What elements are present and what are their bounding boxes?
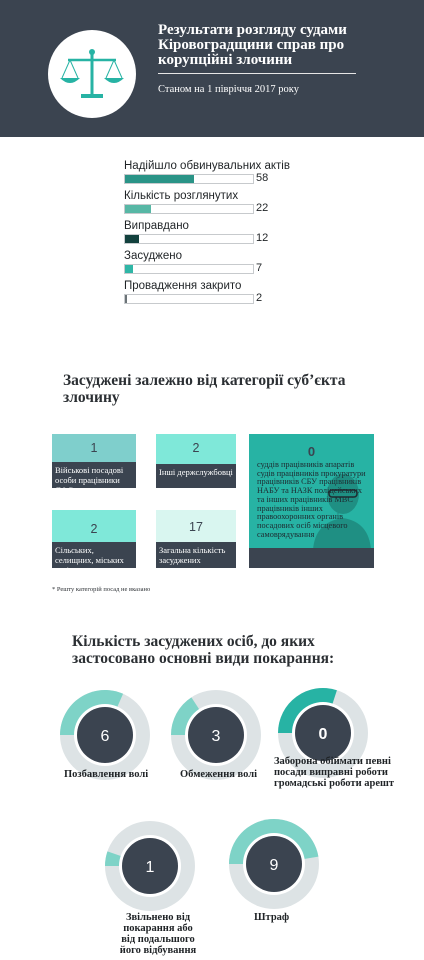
scales-of-justice-icon [48,30,136,118]
bar [125,235,139,243]
bar-value: 2 [256,292,263,304]
categories-title: Засуджені залежно від категорії суб’єкта злочину [63,372,346,406]
category-card-label: Інші держслужбовці [156,464,236,488]
donut-value: 9 [269,857,279,874]
donut-value: 0 [318,726,328,743]
category-card-count: 1 [90,441,98,455]
bar-value: 22 [256,202,269,214]
category-card-military [52,434,136,495]
category-card-count: 2 [90,522,98,536]
bar-label: Надійшло обвинувальних актів [124,160,290,172]
bar-value: 12 [256,232,269,244]
bar-track [124,294,254,304]
category-card-civil-servants [156,434,236,488]
donut-label: Штраф [254,912,290,923]
category-card-heads [52,510,136,575]
title-divider [158,73,356,74]
card-footer-strip [249,548,374,568]
bar-track [124,234,254,244]
punishment-title: Кількість засуджених осіб, до яких застосовано основні види покарання: [72,633,335,667]
donut-value: 3 [211,728,221,745]
donut-label: Звільнено від покарання або від подальшого його відбування [119,912,197,956]
category-card-count: 0 [307,444,316,459]
category-card-label: Загальна кількість засуджених [156,542,236,568]
bar-label: Кількість розглянутих [124,190,239,202]
footnote: * Решту категорій посад не вказано [52,586,151,593]
donut-label: Обмеження волі [180,769,258,780]
page-title: Результати розгляду судами Кіровоградщини справ про корупційні злочини [158,22,347,68]
emblem-circle [48,30,136,118]
category-card-count: 2 [192,441,200,455]
category-card-count: 17 [189,520,203,534]
bar-label: Провадження закрито [124,280,242,292]
bar [125,205,151,213]
donut-label: Позбавлення волі [64,769,149,780]
bar [125,175,194,183]
category-card-officials [249,434,374,568]
bar-label: Засуджено [124,250,183,262]
donut-value: 6 [100,728,110,745]
donut-label: Заборона обіймати певні посади виправні роботи громадські роботи арешт [274,756,395,789]
bar [125,295,127,303]
donut-chart [227,817,321,911]
category-card-label: Військові посадові особи працівники ДФС [52,462,136,488]
donut-value: 1 [145,859,155,876]
category-card-total [156,510,236,568]
bar-track [124,264,254,274]
bar-value: 58 [256,172,269,184]
bar-value: 7 [256,262,263,274]
category-card-label: суддів працівників апаратів судів працівників прокуратури працівників СБУ працівників НАБУ та НАЗК поліцейських та інших працівників МВС працівників інших правоохоронних органів посадових осіб місцевого самоврядування [257,460,366,539]
donut-chart [103,819,197,913]
bar-track [124,174,254,184]
page-subtitle: Станом на 1 півріччя 2017 року [158,84,299,95]
donut-chart [58,688,152,782]
bar-label: Виправдано [124,220,189,232]
donut-chart [169,688,263,782]
bar-track [124,204,254,214]
bar [125,265,133,273]
category-card-label: Сільських, селищних, міських голів [52,542,136,568]
